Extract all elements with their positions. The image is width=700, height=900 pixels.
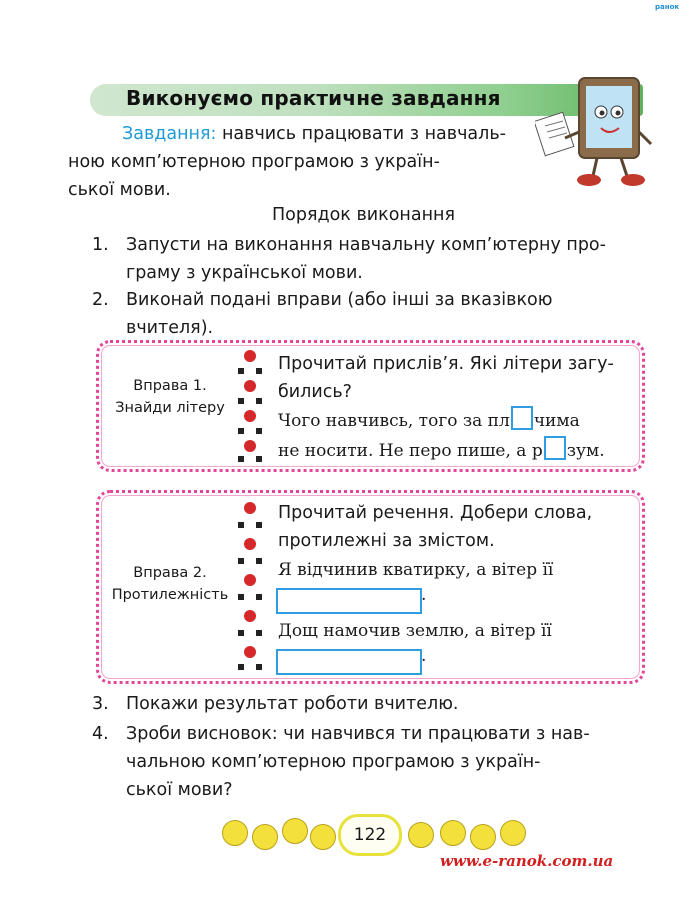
smiley-icon [222, 820, 248, 846]
step-line: Зроби висновок: чи навчився ти працювати з нав- [126, 724, 590, 744]
smiley-icon [310, 824, 336, 850]
step-number: 2. [92, 290, 109, 310]
page-number-badge [338, 814, 402, 856]
step-number: 4. [92, 724, 109, 744]
exercise-2-number: Вправа 2. [133, 565, 207, 581]
answer-input-1[interactable] [276, 588, 422, 614]
answer-input-2[interactable] [276, 649, 422, 675]
exercise-1-instruction [278, 350, 633, 406]
exercise-2-label [100, 562, 240, 606]
step-item [92, 720, 652, 804]
sentence-end-mark: . [421, 585, 427, 605]
step-number: 1. [92, 235, 109, 255]
proverb-text: чима [533, 411, 580, 431]
publisher-url: www.e-ranok.com.ua [440, 852, 614, 870]
missing-letter-box-1[interactable] [511, 406, 533, 430]
step-item [92, 690, 652, 718]
task-line: навчись працювати з навчаль- [221, 124, 506, 144]
step-line: Покажи результат роботи вчителю. [126, 694, 459, 714]
exercise-2-instruction [278, 499, 633, 555]
step-number: 3. [92, 694, 109, 714]
procedure-title: Порядок виконання [272, 205, 455, 225]
task-label: Завдання: [122, 124, 217, 144]
instruction-line: протилежні за змістом. [278, 531, 495, 551]
sentence-1: Я відчинив кватирку, а вітер її [278, 560, 554, 580]
publisher-logo: ранок [655, 3, 680, 11]
sentence-end-mark: . [421, 646, 427, 666]
step-line: граму з української мови. [126, 263, 363, 283]
smiley-icon [500, 820, 526, 846]
smiley-icon [408, 822, 434, 848]
smiley-icon [440, 820, 466, 846]
step-line: Запусти на виконання навчальну комп’ютерну про- [126, 235, 606, 255]
smiley-icon [470, 824, 496, 850]
step-line: вчителя). [126, 318, 214, 338]
step-item [92, 231, 652, 287]
exercise-1-name: Знайди літеру [115, 400, 225, 416]
step-line: чальною комп’ютерною програмою з україн- [126, 752, 541, 772]
smiley-icon [282, 818, 308, 844]
proverb-line-1 [278, 406, 633, 435]
step-line: ської мови? [126, 780, 233, 800]
proverb-text: не носити. Не перо пише, а р [278, 441, 543, 461]
exercise-2-name: Протилежність [111, 587, 229, 603]
instruction-line: Прочитай речення. Добери слова, [278, 503, 593, 523]
instruction-line: Прочитай прислів’я. Які літери загу- [278, 354, 614, 374]
section-title: Виконуємо практичне завдання [126, 86, 501, 110]
page-number: 122 [353, 825, 387, 845]
proverb-text: Чого навчивсь, того за пл [278, 411, 510, 431]
tablet-mascot-illustration [535, 72, 665, 192]
exercise-1-label [100, 375, 240, 419]
step-item [92, 286, 652, 342]
proverb-line-2 [278, 436, 633, 465]
sentence-2: Дощ намочив землю, а вітер її [278, 621, 552, 641]
task-line: ною комп’ютерною програмою з україн- [68, 152, 440, 172]
task-line: ської мови. [68, 180, 171, 200]
exercise-1-number: Вправа 1. [133, 378, 207, 394]
step-line: Виконай подані вправи (або інші за вказівкою [126, 290, 553, 310]
smiley-icon [252, 824, 278, 850]
proverb-text: зум. [566, 441, 605, 461]
embroidery-ornament-icon [234, 346, 266, 464]
missing-letter-box-2[interactable] [544, 436, 566, 460]
task-description [68, 120, 528, 204]
embroidery-ornament-icon [234, 496, 266, 674]
instruction-line: бились? [278, 382, 352, 402]
